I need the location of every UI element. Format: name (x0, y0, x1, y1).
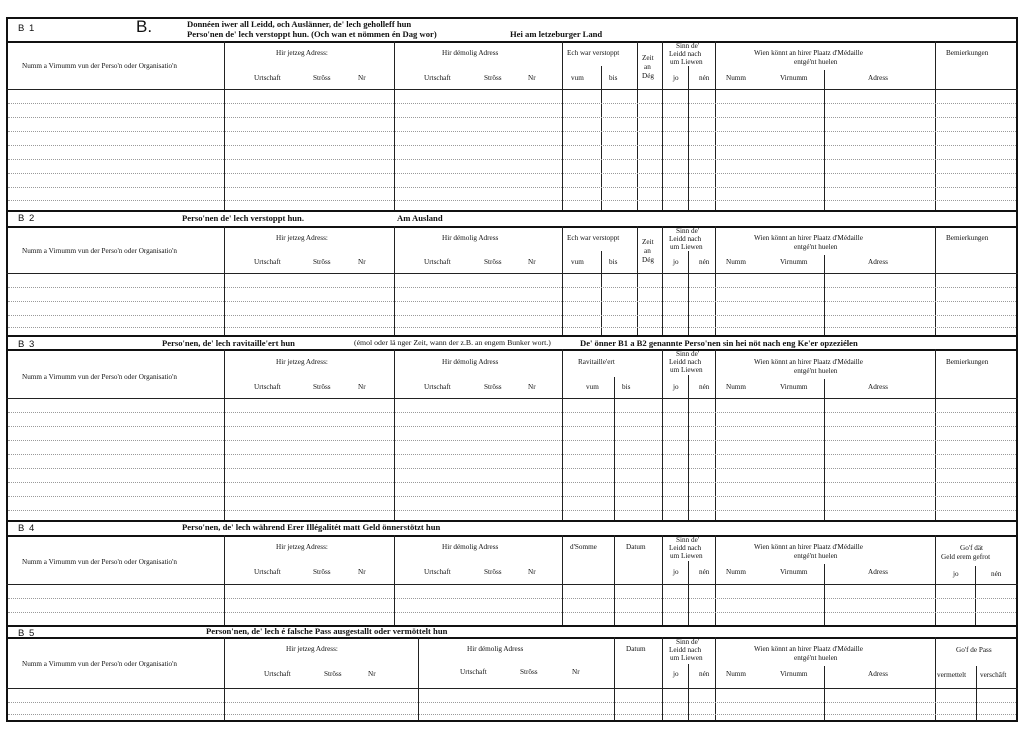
b1-v3 (562, 41, 563, 210)
b1-addr-then: Hir démolig Adress (442, 49, 499, 57)
b5-header-bottom (6, 688, 1018, 689)
b5-v9 (824, 666, 825, 720)
b3-header-bottom (6, 398, 1018, 399)
b4-title: Perso'nen, de' lech während Erer Illégalitét matt Geld önnerstötzt hun (182, 522, 441, 532)
b3-no: nén (699, 383, 710, 391)
b2-medal-1: Wien könnt an hirer Plaatz d'Médaille (754, 234, 863, 242)
b3-suffered-2: Leidd nach (669, 358, 702, 366)
b1-row (8, 103, 1016, 104)
b5-v1 (224, 637, 225, 720)
b2-v6 (662, 226, 663, 335)
b3-v2 (394, 349, 395, 520)
b1-row (8, 159, 1016, 160)
b3-addr-now: Hir jetzeg Adress: (276, 358, 328, 366)
form-letter: B. (136, 17, 153, 36)
b5-top-border (6, 625, 1018, 627)
b1-medal-1: Wien könnt an hirer Plaatz d'Médaille (754, 49, 863, 57)
b5-pass: Go'f de Pass (956, 646, 992, 654)
b2-v3 (562, 226, 563, 335)
b5-no: nén (699, 670, 710, 678)
b2-code: B 2 (18, 213, 36, 224)
b4-place: Urtschaft (254, 568, 281, 576)
b3-row (8, 426, 1016, 427)
b1-time-2: an (644, 63, 651, 71)
b5-place-then: Urtschaft (460, 668, 487, 676)
b2-v4 (601, 251, 602, 335)
b2-v2 (394, 226, 395, 335)
b5-header-top (6, 637, 1018, 639)
b4-money-2: Geld erem gefrot (941, 553, 991, 561)
b2-time-1: Zeit (642, 238, 654, 246)
b2-time-3: Dég (642, 256, 654, 264)
b2-row (8, 287, 1016, 288)
b1-hid: Ech war verstoppt (567, 49, 620, 57)
b2-nr: Nr (358, 258, 366, 266)
b3-name-col: Numm a Virnumm vun der Perso'n oder Organisatio'n (22, 373, 178, 381)
b4-v9 (824, 564, 825, 625)
b2-v7 (688, 251, 689, 335)
b1-addr-now: Hir jetzeg Adress: (276, 49, 328, 57)
b1-row (8, 145, 1016, 146)
b5-v10 (935, 637, 936, 720)
b3-row (8, 454, 1016, 455)
b2-street: Strôss (313, 258, 331, 266)
b5-title: Person'nen, de' lech é falsche Pass ausgestallt oder vermöttelt hun (206, 626, 448, 636)
b1-yes: jo (673, 74, 679, 82)
b3-code: B 3 (18, 339, 36, 350)
b1-nr-then: Nr (528, 74, 536, 82)
b2-medal-first: Virnumm (780, 258, 808, 266)
b4-header-top (6, 535, 1018, 537)
b3-title-suffix: De' önner B1 a B2 genannte Perso'nen sin hei nöt nach eng Ke'er opzeziélen (580, 338, 858, 348)
b3-suffered-3: um Liewen (670, 366, 703, 374)
b5-medal-name: Numm (726, 670, 746, 678)
b5-traded: verschâft (980, 671, 1007, 679)
b1-v9 (824, 70, 825, 210)
b5-name-col: Numm a Virnumm vun der Perso'n oder Organisatio'n (22, 660, 178, 668)
b2-medal-name: Numm (726, 258, 746, 266)
b1-v10 (935, 41, 936, 210)
b3-v4 (614, 377, 615, 520)
b3-header-top (6, 349, 1018, 351)
b1-row (8, 117, 1016, 118)
b4-v11 (975, 566, 976, 625)
b2-remarks: Bemierkungen (946, 234, 989, 242)
b5-nr: Nr (368, 670, 376, 678)
b4-street: Strôss (313, 568, 331, 576)
b5-addr-then: Hir démolig Adress (467, 645, 524, 653)
b3-v7 (688, 375, 689, 520)
b5-yes: jo (673, 670, 679, 678)
b3-medal-2: entgé'nt huelen (794, 367, 838, 375)
b5-suffered-2: Leidd nach (669, 646, 702, 654)
b3-place-then: Urtschaft (424, 383, 451, 391)
b2-nr-then: Nr (528, 258, 536, 266)
b4-v7 (688, 561, 689, 625)
b5-medal-first: Virnumm (780, 670, 808, 678)
b5-medal-1: Wien könnt an hirer Plaatz d'Médaille (754, 645, 863, 653)
b1-row (8, 131, 1016, 132)
b1-v5 (637, 41, 638, 210)
b5-date: Datum (626, 645, 646, 653)
b3-v3 (562, 349, 563, 520)
b1-medal-name: Numm (726, 74, 746, 82)
b2-v5 (637, 226, 638, 335)
b3-medal-1: Wien könnt an hirer Plaatz d'Médaille (754, 358, 863, 366)
b3-row (8, 482, 1016, 483)
b1-title-line1: Donnéen iwer all Leidd, och Auslänner, de' lech geholleff hun (187, 19, 412, 29)
b4-suffered-1: Sinn de' (676, 536, 700, 544)
b4-top-border (6, 520, 1018, 522)
b3-place: Urtschaft (254, 383, 281, 391)
b3-street-then: Strôss (484, 383, 502, 391)
b3-ravit: Ravitaille'ert (578, 358, 615, 366)
b1-name-col: Numm a Virnumm vun der Perso'n oder Organisatio'n (22, 62, 178, 70)
b4-suffered-2: Leidd nach (669, 544, 702, 552)
b3-v1 (224, 349, 225, 520)
b1-row (8, 200, 1016, 201)
b3-row (8, 468, 1016, 469)
b2-suffered-2: Leidd nach (669, 235, 702, 243)
b3-title: Perso'nen, de' lech ravitaille'ert hun (162, 338, 295, 348)
b4-row (8, 598, 1016, 599)
b1-v6 (662, 41, 663, 210)
b2-time-2: an (644, 247, 651, 255)
b5-v3 (614, 637, 615, 720)
b5-street-then: Strôss (520, 668, 538, 676)
b3-suffered-1: Sinn de' (676, 350, 700, 358)
b2-from: vum (571, 258, 584, 266)
b1-code: B 1 (18, 23, 36, 34)
b1-place: Urtschaft (254, 74, 281, 82)
b1-medal-address: Adress (868, 74, 888, 82)
b1-v4 (601, 66, 602, 210)
b2-v8 (715, 226, 716, 335)
b2-v10 (935, 226, 936, 335)
b1-no: nén (699, 74, 710, 82)
b1-street-then: Strôss (484, 74, 502, 82)
b3-row (8, 510, 1016, 511)
b2-top-border (6, 210, 1018, 212)
b4-medal-first: Virnumm (780, 568, 808, 576)
b1-header-bottom (6, 89, 1018, 90)
b2-v1 (224, 226, 225, 335)
b4-medal-address: Adress (868, 568, 888, 576)
b4-row (8, 612, 1016, 613)
b2-to: bis (609, 258, 618, 266)
b4-place-then: Urtschaft (424, 568, 451, 576)
b1-time-1: Zeit (642, 54, 654, 62)
b3-row (8, 440, 1016, 441)
b2-row (8, 315, 1016, 316)
b2-medal-address: Adress (868, 258, 888, 266)
b4-name-col: Numm a Virnumm vun der Perso'n oder Organisatio'n (22, 558, 178, 566)
b2-no: nén (699, 258, 710, 266)
b5-v11 (976, 666, 977, 720)
b1-time-3: Dég (642, 72, 654, 80)
b4-money-no: nén (991, 570, 1002, 578)
b1-medal-2: entgé'nt huelen (794, 58, 838, 66)
b3-v9 (824, 379, 825, 520)
b4-header-bottom (6, 584, 1018, 585)
b2-addr-then: Hir démolig Adress (442, 234, 499, 242)
b2-place: Urtschaft (254, 258, 281, 266)
page-left-border (6, 17, 8, 721)
b5-v7 (688, 664, 689, 720)
b1-street: Strôss (313, 74, 331, 82)
b3-from: vum (586, 383, 599, 391)
b1-nr: Nr (358, 74, 366, 82)
b3-v10 (935, 349, 936, 520)
b4-money-yes: jo (953, 570, 959, 578)
b5-code: B 5 (18, 628, 36, 639)
b1-v2 (394, 41, 395, 210)
b4-date: Datum (626, 543, 646, 551)
b5-v8 (715, 637, 716, 720)
b3-v8 (715, 349, 716, 520)
b2-title: Perso'nen de' lech verstoppt hun. (182, 213, 304, 223)
b3-nr-then: Nr (528, 383, 536, 391)
b2-hid: Ech war verstoppt (567, 234, 620, 242)
b4-medal-1: Wien könnt an hirer Plaatz d'Médaille (754, 543, 863, 551)
b1-medal-first: Virnumm (780, 74, 808, 82)
b1-title-line2: Perso'nen de' lech verstoppt hun. (Och wan et nömmen én Dag wor) (187, 29, 437, 39)
b2-row (8, 327, 1016, 328)
b1-remarks: Bemierkungen (946, 49, 989, 57)
b4-nr-then: Nr (528, 568, 536, 576)
b4-nr: Nr (358, 568, 366, 576)
b5-v6 (662, 637, 663, 720)
b1-from: vum (571, 74, 584, 82)
b4-money-1: Go'f dät (960, 544, 984, 552)
b3-yes: jo (673, 383, 679, 391)
b4-sum: d'Somme (570, 543, 597, 551)
b4-code: B 4 (18, 523, 36, 534)
b4-addr-then: Hir démolig Adress (442, 543, 499, 551)
b2-name-col: Numm a Virnumm vun der Perso'n oder Organisatio'n (22, 247, 178, 255)
b3-medal-name: Numm (726, 383, 746, 391)
b2-place-then: Urtschaft (424, 258, 451, 266)
b2-header-bottom (6, 273, 1018, 274)
b1-row (8, 173, 1016, 174)
b1-v8 (715, 41, 716, 210)
b1-header-top (6, 41, 1018, 43)
b4-yes: jo (673, 568, 679, 576)
b5-medal-2: entgé'nt huelen (794, 654, 838, 662)
b2-yes: jo (673, 258, 679, 266)
b1-suffered-1: Sinn de' (676, 42, 700, 50)
b1-v1 (224, 41, 225, 210)
b1-title-suffix: Hei am letzeburger Land (510, 29, 603, 39)
b3-v6 (662, 349, 663, 520)
b3-street: Strôss (313, 383, 331, 391)
b4-addr-now: Hir jetzeg Adress: (276, 543, 328, 551)
b5-v2 (418, 637, 419, 720)
b1-suffered-3: um Liewen (670, 58, 703, 66)
b5-suffered-3: um Liewen (670, 654, 703, 662)
b5-place: Urtschaft (264, 670, 291, 678)
b1-row (8, 187, 1016, 188)
b1-to: bis (609, 74, 618, 82)
b3-title-mid: (émol oder lä nger Zeit, wann der z.B. an engem Bunker wort.) (354, 338, 551, 347)
b2-suffered-1: Sinn de' (676, 227, 700, 235)
b4-no: nén (699, 568, 710, 576)
b3-addr-then: Hir démolig Adress (442, 358, 499, 366)
b5-street: Strôss (324, 670, 342, 678)
b3-remarks: Bemierkungen (946, 358, 989, 366)
b5-medal-address: Adress (868, 670, 888, 678)
b2-title-suffix: Am Ausland (397, 213, 443, 223)
b1-v7 (688, 66, 689, 210)
b3-nr: Nr (358, 383, 366, 391)
b2-medal-2: entgé'nt huelen (794, 243, 838, 251)
b5-addr-now: Hir jetzeg Adress: (286, 645, 338, 653)
b2-v9 (824, 255, 825, 335)
b3-medal-first: Virnumm (780, 383, 808, 391)
b5-row (8, 702, 1016, 703)
b4-medal-2: entgé'nt huelen (794, 552, 838, 560)
b2-addr-now: Hir jetzeg Adress: (276, 234, 328, 242)
b2-header-top (6, 226, 1018, 228)
b1-suffered-2: Leidd nach (669, 50, 702, 58)
page-bottom-border (6, 720, 1018, 722)
b4-street-then: Strôss (484, 568, 502, 576)
b2-suffered-3: um Liewen (670, 243, 703, 251)
b3-medal-address: Adress (868, 383, 888, 391)
b3-to: bis (622, 383, 631, 391)
b1-top-border (6, 17, 1018, 19)
b3-row (8, 412, 1016, 413)
b5-issued: vermettelt (937, 671, 967, 679)
b5-nr-then: Nr (572, 668, 580, 676)
b3-row (8, 496, 1016, 497)
b4-suffered-3: um Liewen (670, 552, 703, 560)
b4-medal-name: Numm (726, 568, 746, 576)
b5-suffered-1: Sinn de' (676, 638, 700, 646)
b1-place-then: Urtschaft (424, 74, 451, 82)
b3-top-border (6, 335, 1018, 337)
b2-street-then: Strôss (484, 258, 502, 266)
page-right-border (1016, 17, 1018, 721)
b5-row (8, 714, 1016, 715)
b2-row (8, 301, 1016, 302)
